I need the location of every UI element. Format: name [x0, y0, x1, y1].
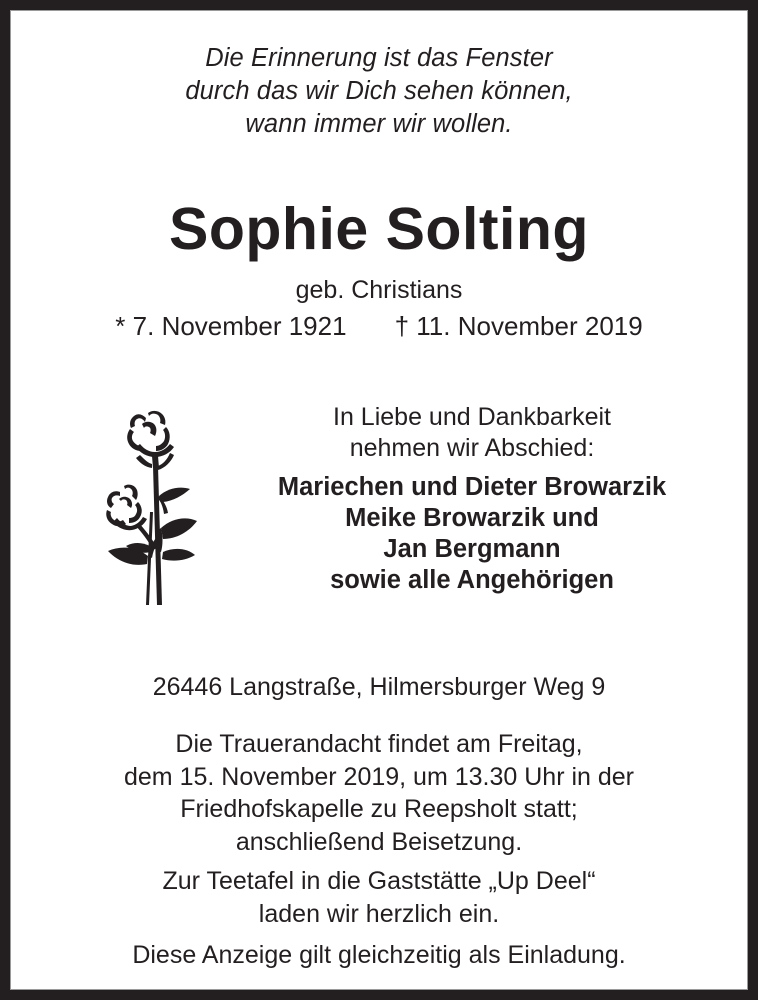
mourner-name: Jan Bergmann	[383, 535, 561, 563]
mourners-lead-line-2: nehmen wir Abschied:	[349, 434, 595, 462]
service-line-4: anschließend Beisetzung.	[235, 827, 523, 856]
life-dates	[12, 310, 746, 342]
service-line-3: Friedhofskapelle zu Reepsholt statt;	[180, 795, 578, 823]
notice-content	[12, 12, 746, 988]
invitation-note: Diese Anzeige gilt gleichzeitig als Einladung.	[132, 941, 626, 969]
reception-details	[12, 865, 746, 930]
mourners-lead	[244, 402, 700, 464]
mourner-name: Mariechen und Dieter Browarzik	[277, 473, 667, 501]
epigraph-line-2: durch das wir Dich sehen können,	[185, 77, 573, 105]
mourner-name: Meike Browarzik und	[345, 504, 599, 532]
death-symbol: †	[394, 311, 410, 341]
service-line-2: dem 15. November 2019, um 13.30 Uhr in der	[124, 762, 634, 791]
birth-symbol: *	[115, 311, 126, 341]
mourners-block	[244, 402, 700, 596]
service-line-1: Die Trauerandacht findet am Freitag,	[175, 730, 583, 758]
epigraph	[12, 42, 746, 141]
rose-icon	[90, 400, 222, 605]
address-line: 26446 Langstraße, Hilmersburger Weg 9	[152, 673, 606, 701]
deceased-maiden-name: geb. Christians	[295, 276, 463, 304]
mourner-name: sowie alle Angehörigen	[330, 566, 614, 594]
reception-line-2: laden wir herzlich ein.	[258, 899, 500, 928]
mourners-names	[244, 472, 700, 596]
death-date: 11. November 2019	[416, 311, 643, 341]
mourners-lead-line-1: In Liebe und Dankbarkeit	[333, 403, 611, 431]
reception-line-1: Zur Teetafel in die Gaststätte „Up Deel“	[162, 867, 596, 895]
epigraph-line-3: wann immer wir wollen.	[245, 110, 513, 138]
service-details	[12, 728, 746, 858]
epigraph-line-1: Die Erinnerung ist das Fenster	[205, 44, 553, 72]
deceased-name: Sophie Solting	[169, 196, 589, 262]
birth-date: 7. November 1921	[132, 311, 347, 341]
